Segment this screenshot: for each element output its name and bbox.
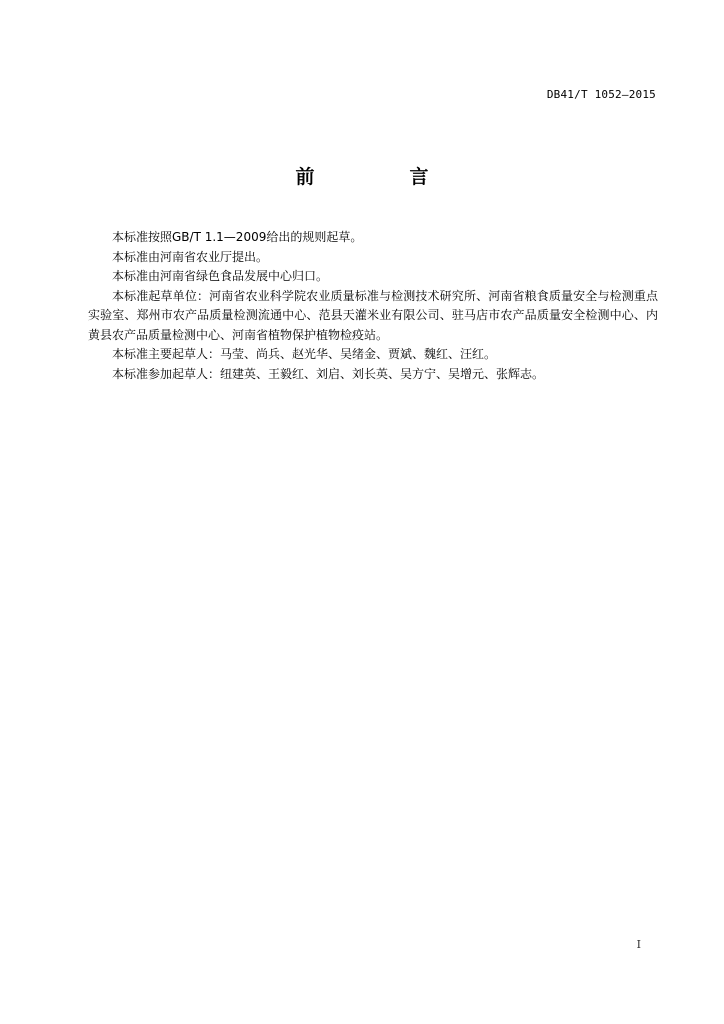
paragraph-drafting-rules: 本标准按照GB/T 1.1—2009给出的规则起草。 [112,230,363,244]
standard-code: DB41/T 1052—2015 [546,88,656,101]
paragraph-proposer: 本标准由河南省农业厅提出。 [112,249,269,264]
paragraph-main-drafters: 本标准主要起草人：马莹、尚兵、赵光华、吴绪金、贾斌、魏红、汪红。 [112,347,497,361]
page-number: I [636,938,641,951]
page-title: 前 言 [295,166,467,188]
paragraph-centralized-unit: 本标准由河南省绿色食品发展中心归口。 [112,269,329,283]
paragraph-drafting-units: 本标准起草单位：河南省农业科学院农业质量标准与检测技术研究所、河南省粮食质量安全与检测重点实验室、郑州市农产品质量检测流通中心、范县天灌米业有限公司、驻马店市农产品质量安全检测中心、内黄县农产品质量检测中心、河南省植物保护植物检疫站。 [88,288,658,342]
foreword-body [88,228,658,384]
paragraph-participating-drafters: 本标准参加起草人：纽建英、王毅红、刘启、刘长英、吴方宁、吴增元、张辉志。 [112,366,545,381]
